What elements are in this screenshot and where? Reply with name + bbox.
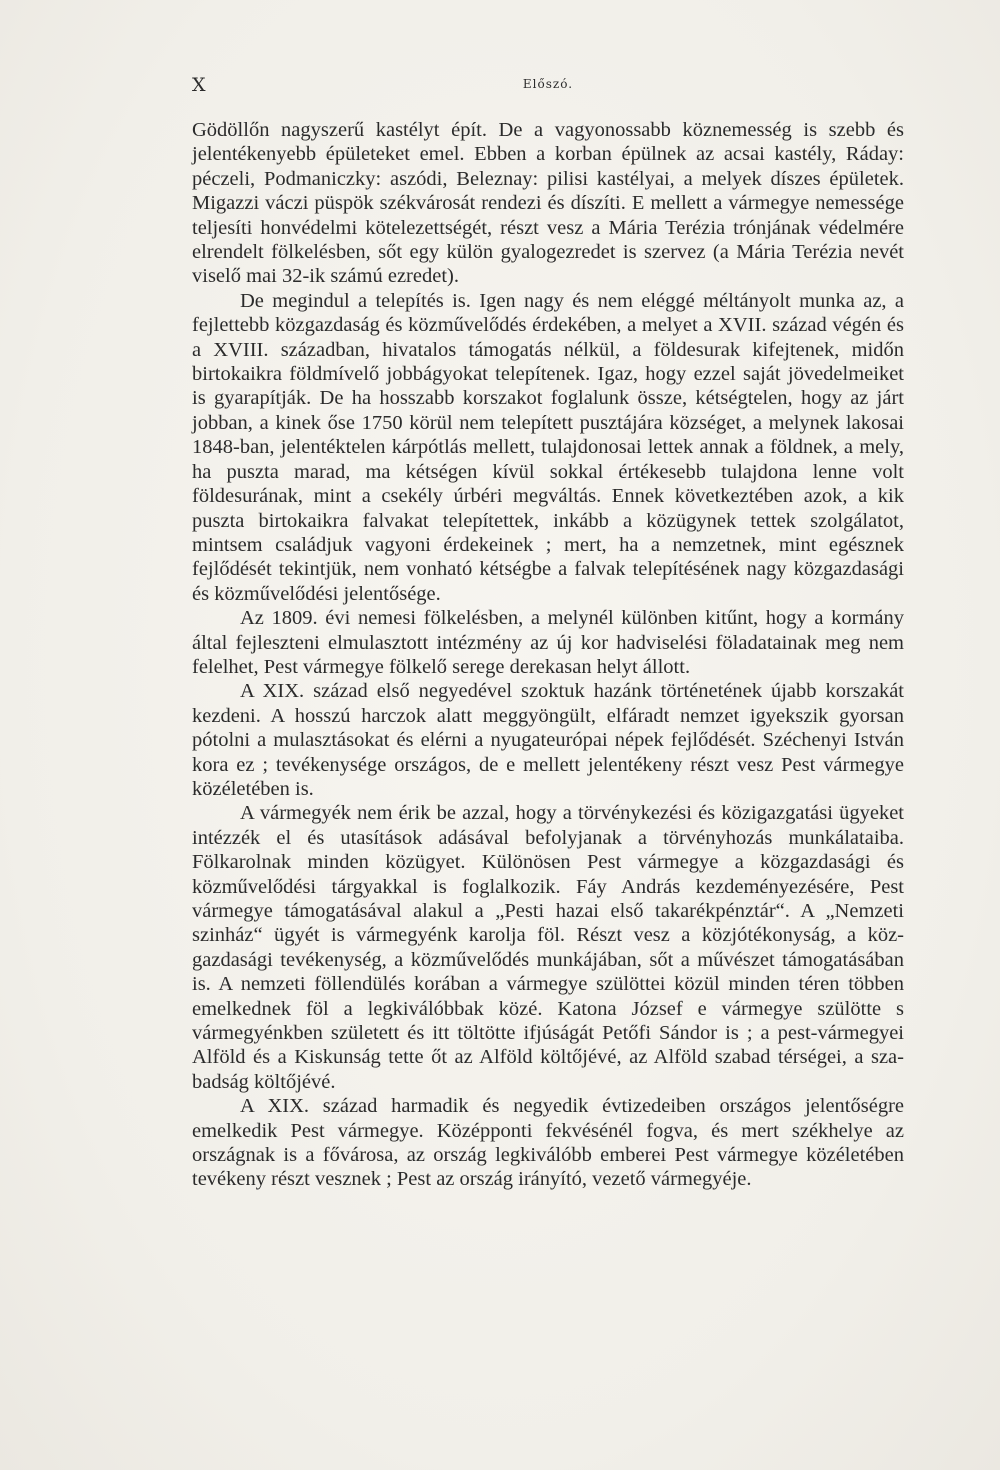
paragraph: Az 1809. évi nemesi fölkelésben, a melynél különben kitűnt, hogy a kormány által fejleszteni elmulasztott intézmény az új kor hadviselési föladatainak meg nem felelhet, Pest vármegye fölkelő serege derekasan helyt állott.	[192, 607, 904, 678]
running-head: Előszó.	[522, 77, 574, 91]
paragraph: Gödöllőn nagyszerű kastélyt épít. De a vagyonossabb köznemesség is szebb és jelentékenyebb épületeket emel. Ebben a korban épülnek az acsai kastély, Ráday: péczeli, Podmaniczky: aszódi, Beleznay: pilisi kastélyai, a melyek díszes épületek. Migazzi váczi püspök székvárosát rendezi és díszíti. E mellett a vármegye nemessége teljesíti honvédelmi kötelezettségét, részt vesz a Mária Terézia trónjának védelmére elrendelt fölkelésben, sőt egy külön gyalogezredet is szervez (a Mária Terézia nevét viselő mai 32-ik számú ezredet).	[192, 119, 904, 288]
page-number: X	[192, 74, 207, 96]
paragraph: A XIX. század első negyedével szoktuk hazánk történetének újabb korszakát kezdeni. A hosszú harczok alatt meggyöngült, elfáradt nemzet igyekszik gyorsan pótolni a mulasztásokat és elérni a nyugateurópai népek fejlődését. Széchenyi István kora ez ; tevékenysége országos, de e mellett jelentékeny részt vesz Pest vármegye közéletében is.	[192, 680, 904, 800]
body-text	[192, 118, 904, 1192]
page-header	[192, 74, 904, 98]
paragraph: De megindul a telepítés is. Igen nagy és nem eléggé méltányolt munka az, a fejlettebb közgazdaság és közművelődés érdekében, a melyet a XVII. század végén és a XVIII. században, hivatalos támogatás nélkül, a földesurak kifejtenek, midőn birtokaikra földmívelő jobbágyokat telepítenek. Igaz, hogy ezzel saját jövedelmeiket is gyarapítják. De ha hosszabb korszakot foglalunk össze, kétségtelen, hogy az járt jobban, a kinek őse 1750 körül nem telepített pusztájára községet, a melynek lakosai 1848-ban, jelentéktelen kárpótlás mellett, tulajdonosai lettek annak a földnek, a mely, ha puszta marad, ma kétségen kívül sokkal értékesebb tulajdona lenne volt földesurának, mint a csekély úrbéri megváltás. Ennek következtében azok, a kik puszta birtokaikra falvakat telepítettek, inkább a közügynek tettek szolgálatot, mintsem családjuk vagyoni érdekeinek ; mert, ha a nemzetnek, mint egésznek fejlődését tekintjük, nem vonható kétségbe a falvak telepítésének nagy közgazdasági és közművelődési jelentősége.	[192, 289, 904, 605]
paragraph: A vármegyék nem érik be azzal, hogy a törvénykezési és közigazgatási ügyeket intézzék el és utasítások adásával befolyjanak a törvényhozás munkálataiba. Fölkarolnak minden közügyet. Különösen Pest vármegye a közgazdasági és közművelődési tárgyakkal is foglalkozik. Fáy András kezdeményezésére, Pest vármegye támogatásával alakul a „Pesti hazai első takarékpénztár“. A „Nemzeti szinház“ ügyét is vármegyénk karolja föl. Részt vesz a közjótékonyság, a közgazdasági tevékenység, a közművelődés munkájában, sőt a művészet támogatásában is. A nemzeti föllendülés korában a vármegye szülöttei közül minden téren többen emelkednek föl a legkiválóbbak közé. Katona József e vármegye szülötte s vármegyénkben született és itt töltötte ifjúságát Petőfi Sándor is ; a pest-vármegyei Alföld és a Kiskunság tette őt az Alföld költőjévé, az Alföld szabad térségei, a szabadság költőjévé.	[192, 802, 904, 1093]
paragraph: A XIX. század harmadik és negyedik évtizedeiben országos jelentőségre emelkedik Pest vármegye. Középponti fekvésénél fogva, és mert székhelye az országnak is a fővárosa, az ország legkiválóbb emberei Pest vármegye közéletében tevékeny részt vesznek ; Pest az ország irányító, vezető vármegyéje.	[192, 1095, 904, 1191]
